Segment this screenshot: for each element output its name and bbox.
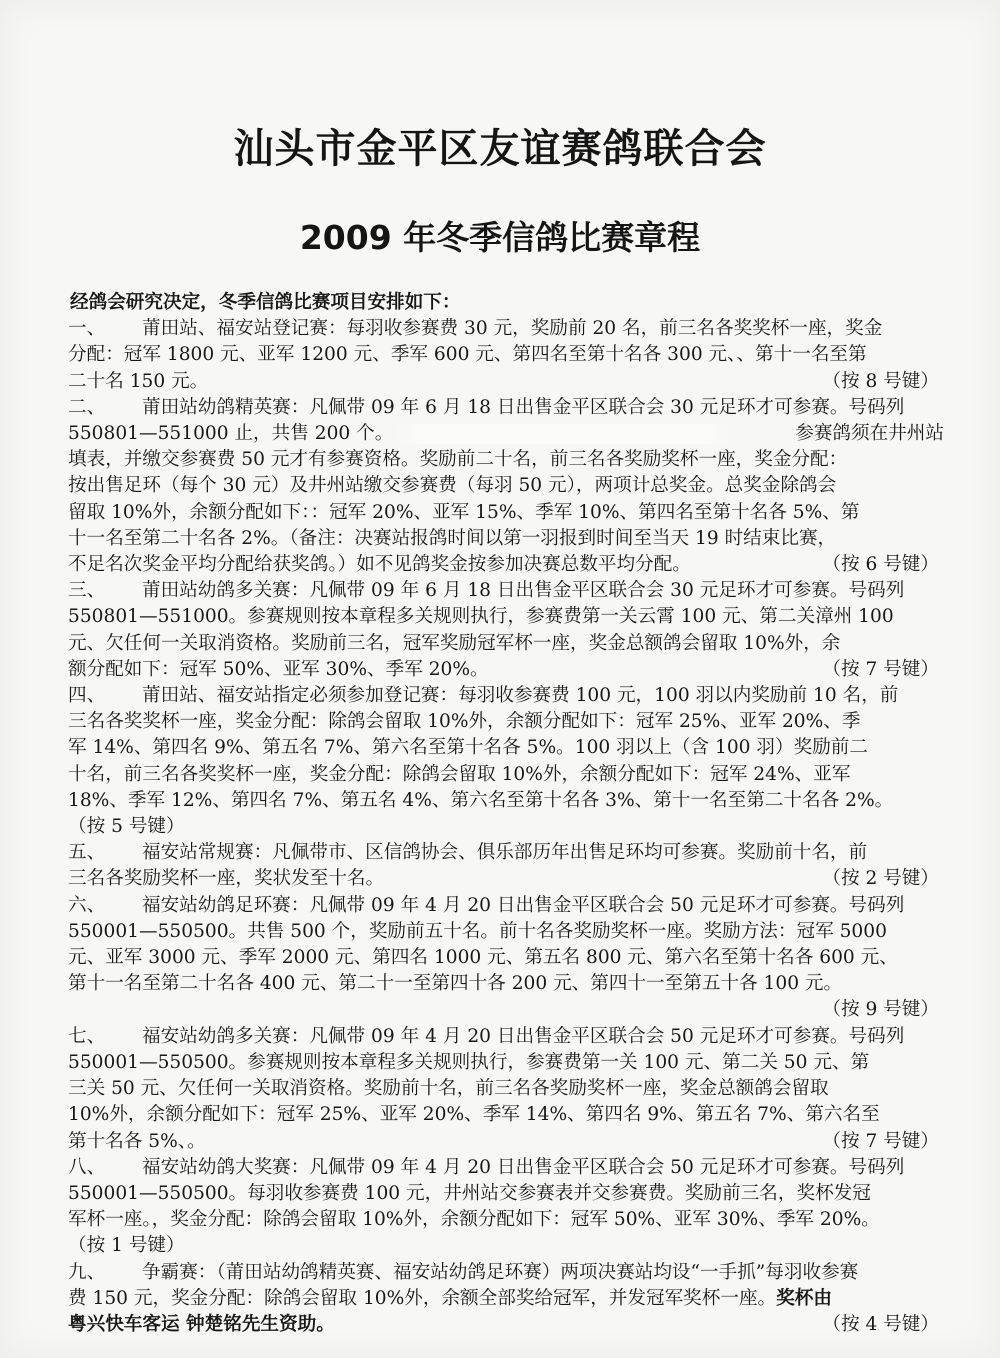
item-text: 争霸赛：（莆田站幼鸽精英赛、福安站幼鸽足环赛）两项决赛站均设“一手抓”每羽收参赛	[142, 1261, 859, 1283]
item-text: 留取 10%外，余额分配如下：：冠军 20%、亚军 15%、季军 10%、第四名至第十名各 5%、第	[68, 501, 860, 523]
item-text: 第十名各 5%、。	[68, 1130, 206, 1152]
item-text: 福安站幼鸽多关赛：凡佩带 09 年 4 月 20 日出售金平区联合会 50 元足环才可参赛。号码列	[142, 1025, 905, 1047]
page-subtitle: 2009 年冬季信鸽比赛章程	[299, 218, 701, 257]
sponsor-note: 奖杯由	[776, 1287, 832, 1309]
item-text: 莆田站幼鸽精英赛：凡佩带 09 年 6 月 18 日出售金平区联合会 30 元足环才可参赛。号码列	[142, 396, 905, 418]
item-number: 二、	[68, 396, 106, 418]
key-note: （按 9 号键）	[822, 999, 939, 1021]
item-text: 福安站幼鸽大奖赛：凡佩带 09 年 4 月 20 日出售金平区联合会 50 元足环才可参赛。号码列	[142, 1156, 905, 1178]
item-text: 二十名 150 元。	[68, 370, 209, 392]
key-note: （按 4 号键）	[822, 1313, 939, 1335]
item-text: 分配：冠军 1800 元、亚军 1200 元、季军 600 元、第四名至第十名各 300 元、、第十一名至第	[68, 344, 867, 366]
item-text: 550801—551000 止，共售 200 个。	[68, 423, 394, 445]
item-number: 八、	[68, 1156, 106, 1178]
item-text: 550001—550500。参赛规则按本章程多关规则执行，参赛费第一关 100 元、第二关 50 元、第	[68, 1051, 870, 1073]
item-text: 三名各奖励奖杯一座，奖状发至十名。	[68, 868, 385, 890]
item-text: 不足名次奖金平均分配给获奖鸽。）如不见鸽奖金按参加决赛总数平均分配。	[68, 554, 691, 576]
item-text: 费 150 元，奖金分配：除鸽会留取 10%外，余额全部奖给冠军，并发冠军奖杯一座。	[68, 1287, 777, 1309]
item-text: 10%外，余额分配如下：冠军 25%、亚军 20%、季军 14%、第四名 9%、第五名 7%、第六名至	[68, 1104, 880, 1126]
rule-item-4	[68, 683, 944, 840]
item-text: 元、亚军 3000 元、季军 2000 元、第四名 1000 元、第五名 800 元、第六名至第十名各 600 元、	[68, 947, 898, 969]
redacted-area	[393, 424, 733, 444]
item-text: 三关 50 元、欠任何一关取消资格。奖励前十名，前三名各奖励奖杯一座，奖金总额鸽会留取	[68, 1078, 829, 1100]
key-note: （按 6 号键）	[822, 554, 939, 576]
item-text: 十名，前三名各奖奖杯一座，奖金分配：除鸽会留取 10%外，余额分配如下：冠军 24%、亚军	[68, 763, 851, 785]
key-note: （按 2 号键）	[822, 868, 939, 890]
item-text: 莆田站、福安站登记赛：每羽收参赛费 30 元，奖励前 20 名，前三名各奖奖杯一座，奖金	[142, 318, 883, 340]
key-note: （按 8 号键）	[822, 370, 939, 392]
page-title: 汕头市金平区友谊赛鸽联合会	[233, 126, 767, 172]
rule-item-5	[68, 840, 944, 892]
item-text: 第十一名至第二十名各 400 元、第二十一至第四十各 200 元、第四十一至第五十各 100 元。	[68, 973, 843, 995]
rule-item-7	[68, 1024, 944, 1155]
item-number: 一、	[68, 318, 106, 340]
item-number: 七、	[68, 1025, 106, 1047]
item-number: 四、	[68, 685, 106, 707]
sponsor-name: 粤兴快车客运 钟楚铭先生资助。	[68, 1313, 335, 1335]
item-text: 福安站幼鸽足环赛：凡佩带 09 年 4 月 20 日出售金平区联合会 50 元足环才可参赛。号码列	[142, 894, 905, 916]
item-text: 额分配如下：冠军 50%、亚军 30%、季军 20%。	[68, 658, 489, 680]
item-text: 元、欠任何一关取消资格。奖励前三名，冠军奖励冠军杯一座，奖金总额鸽会留取 10%外，余	[68, 632, 841, 654]
key-note: （按 1 号键）	[68, 1235, 185, 1257]
intro-line: 经鸽会研究决定，冬季信鸽比赛项目安排如下：	[70, 292, 461, 313]
item-number: 三、	[68, 580, 106, 602]
item-text: 550001—550500。共售 500 个，奖励前五十名。前十名各奖励奖杯一座。奖励方法：冠军 5000	[68, 920, 887, 942]
item-text: 填表，并缴交参赛费 50 元才有参赛资格。奖励前二十名，前三名各奖励奖杯一座，奖金分配：	[68, 449, 848, 471]
item-number: 五、	[68, 842, 106, 864]
item-text: 莆田站幼鸽多关赛：凡佩带 09 年 6 月 18 日出售金平区联合会 30 元足环才可参赛。号码列	[142, 580, 905, 602]
item-number: 六、	[68, 894, 106, 916]
item-text: 550001—550500。每羽收参赛费 100 元，井州站交参赛表并交参赛费。奖励前三名，奖杯发冠	[68, 1182, 871, 1204]
item-text: 三名各奖奖杯一座，奖金分配：除鸽会留取 10%外，余额分配如下：冠军 25%、亚军 20%、季	[68, 711, 861, 733]
item-text: 福安站常规赛：凡佩带市、区信鸽协会、俱乐部历年出售足环均可参赛。奖励前十名，前	[142, 842, 868, 864]
item-text: 550801—551000。参赛规则按本章程多关规则执行，参赛费第一关云霄 100 元、第二关漳州 100	[68, 606, 894, 628]
rule-item-9	[68, 1260, 944, 1339]
item-text: 军 14%、第四名 9%、第五名 7%、第六名至第十名各 5%。100 羽以上（含 100 羽）奖励前二	[68, 737, 868, 759]
rule-item-1	[68, 316, 944, 395]
key-note: （按 7 号键）	[822, 1130, 939, 1152]
item-text: 按出售足环（每个 30 元）及井州站缴交参赛费（每羽 50 元），两项计总奖金。总奖金除鸽会	[68, 475, 837, 497]
key-note: （按 7 号键）	[822, 658, 939, 680]
item-text: 莆田站、福安站指定必须参加登记赛：每羽收参赛费 100 元，100 羽以内奖励前 10 名，前	[142, 685, 899, 707]
rule-item-6	[68, 893, 944, 1024]
item-text: 十一名至第二十名各 2%。（备注：决赛站报鸽时间以第一羽报到时间至当天 19 时结束比赛，	[68, 527, 837, 549]
rule-item-8	[68, 1155, 944, 1260]
document-body	[68, 290, 944, 1338]
rule-item-3	[68, 578, 944, 683]
item-number: 九、	[68, 1261, 106, 1283]
item-text: 参赛鸽须在井州站	[795, 423, 944, 445]
item-text: 军杯一座。，奖金分配：除鸽会留取 10%外，余额分配如下：冠军 50%、亚军 30%、季军 20%。	[68, 1209, 880, 1231]
rule-item-2	[68, 395, 944, 578]
item-text: 18%、季军 12%、第四名 7%、第五名 4%、第六名至第十名各 3%、第十一名至第二十名各 2%。	[68, 789, 894, 811]
key-note: （按 5 号键）	[68, 816, 185, 838]
